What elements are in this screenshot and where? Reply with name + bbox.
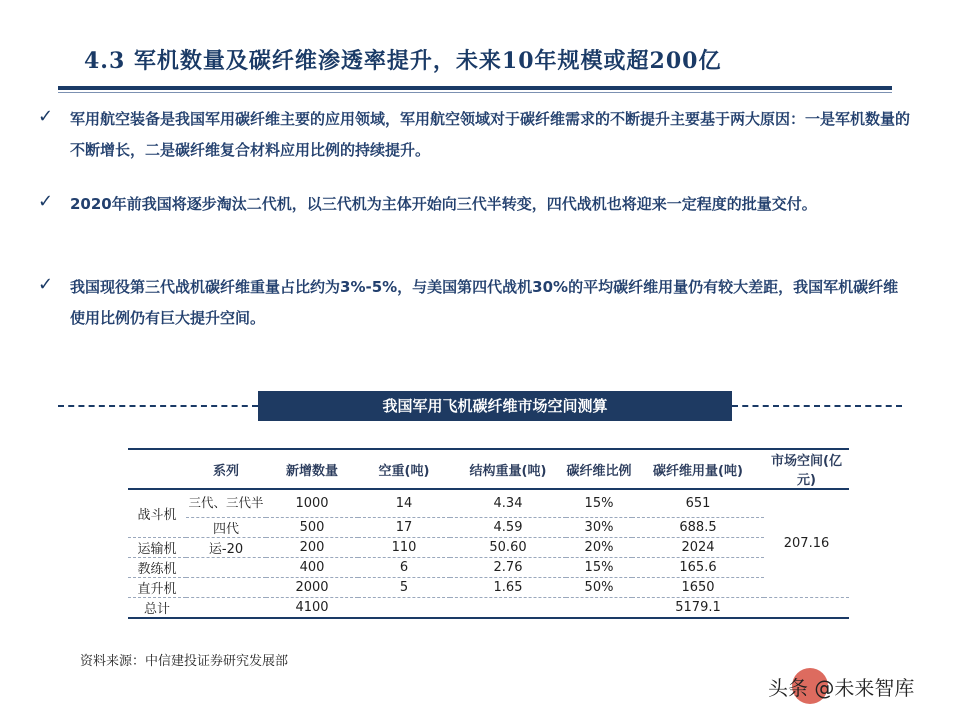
cell-empty-weight: 14 (395, 495, 413, 511)
cell-empty-weight: 5 (399, 579, 409, 595)
title-bar (0, 0, 960, 110)
cell-empty-weight: 6 (399, 559, 409, 575)
cell-cf-usage: 688.5 (679, 519, 717, 535)
bullet-text: 2020年前我国将逐步淘汰二代机，以三代机为主体开始向三代半转变，四代战机也将迎来一定程度的批量交付。 (70, 195, 817, 213)
table-row (128, 557, 849, 577)
cell-cf-ratio: 15% (584, 495, 614, 511)
cell-empty-weight (358, 597, 450, 618)
section-divider-left (58, 405, 258, 407)
table-title: 我国军用飞机碳纤维市场空间测算 (258, 391, 732, 421)
cell-series (186, 597, 266, 618)
bullet-text: 军用航空装备是我国军用碳纤维主要的应用领域，军用航空领域对于碳纤维需求的不断提升主要基于两大原因：一是军机数量的不断增长，二是碳纤维复合材料应用比例的持续提升。 (70, 110, 911, 159)
watermark (768, 664, 948, 708)
cell-structure-weight: 4.59 (493, 519, 523, 535)
checkmark-icon: ✓ (38, 274, 54, 295)
table-row (128, 577, 849, 597)
header-cell-cf-usage: 碳纤维用量(吨) (653, 463, 743, 479)
cell-cf-ratio: 15% (584, 559, 614, 575)
cell-qty: 500 (299, 519, 325, 535)
cell-structure-weight: 2.76 (493, 559, 523, 575)
header-cell-type (128, 449, 186, 489)
header-cell-market: 市场空间(亿元) (771, 454, 842, 488)
cell-type: 运输机 (137, 541, 177, 557)
page-title: 4.3 军机数量及碳纤维渗透率提升，未来10年规模或超200亿 (84, 48, 722, 74)
market-table (128, 448, 849, 619)
header-cell-structure-weight: 结构重量(吨) (469, 463, 547, 479)
cell-structure-weight: 4.34 (493, 495, 523, 511)
cell-empty-weight: 110 (391, 539, 417, 555)
cell-market-total: 207.16 (783, 535, 830, 551)
watermark-text: 头条 @未来智库 (768, 676, 915, 700)
cell-qty: 200 (299, 539, 325, 555)
checkmark-icon: ✓ (38, 106, 54, 127)
header-cell-series: 系列 (212, 463, 239, 479)
cell-empty-weight: 17 (395, 519, 413, 535)
bullet-text: 我国现役第三代战机碳纤维重量占比约为3%-5%，与美国第四代战机30%的平均碳纤维用量仍有较大差距，我国军机碳纤维使用比例仍有巨大提升空间。 (70, 278, 899, 327)
table-header-row (128, 449, 849, 489)
cell-type: 教练机 (137, 561, 177, 577)
cell-cf-ratio (566, 597, 632, 618)
cell-structure-weight: 1.65 (493, 579, 523, 595)
cell-series (186, 577, 266, 597)
cell-series (186, 557, 266, 577)
table-row (128, 517, 849, 537)
cell-series: 三代、三代半 (188, 495, 264, 511)
checkmark-icon: ✓ (38, 191, 54, 212)
cell-qty: 2000 (295, 579, 329, 595)
cell-market-empty (764, 597, 849, 618)
header-cell-qty: 新增数量 (285, 463, 338, 479)
cell-structure-weight (450, 597, 566, 618)
cell-cf-usage: 651 (685, 495, 711, 511)
cell-cf-usage: 5179.1 (675, 599, 721, 615)
table-row-total (128, 597, 849, 618)
cell-type: 直升机 (137, 581, 177, 597)
section-divider-right (732, 405, 902, 407)
source-note: 资料来源：中信建投证券研究发展部 (80, 654, 289, 669)
header-cell-empty-weight: 空重(吨) (378, 463, 430, 479)
table-row (128, 537, 849, 557)
cell-qty: 1000 (295, 495, 329, 511)
cell-cf-usage: 2024 (681, 539, 715, 555)
cell-structure-weight: 50.60 (489, 539, 527, 555)
title-underline-thin (58, 92, 892, 93)
cell-cf-usage: 1650 (681, 579, 715, 595)
title-underline (58, 86, 892, 90)
cell-series: 运-20 (208, 541, 244, 557)
cell-type: 总计 (143, 601, 170, 617)
cell-series: 四代 (212, 521, 239, 537)
cell-qty: 400 (299, 559, 325, 575)
cell-qty: 4100 (295, 599, 329, 615)
cell-cf-ratio: 20% (584, 539, 614, 555)
cell-type-group: 战斗机 (137, 507, 177, 523)
table-row (128, 489, 849, 517)
header-cell-cf-ratio: 碳纤维比例 (566, 463, 632, 479)
cell-cf-ratio: 50% (584, 579, 614, 595)
cell-cf-usage: 165.6 (679, 559, 717, 575)
cell-cf-ratio: 30% (584, 519, 614, 535)
